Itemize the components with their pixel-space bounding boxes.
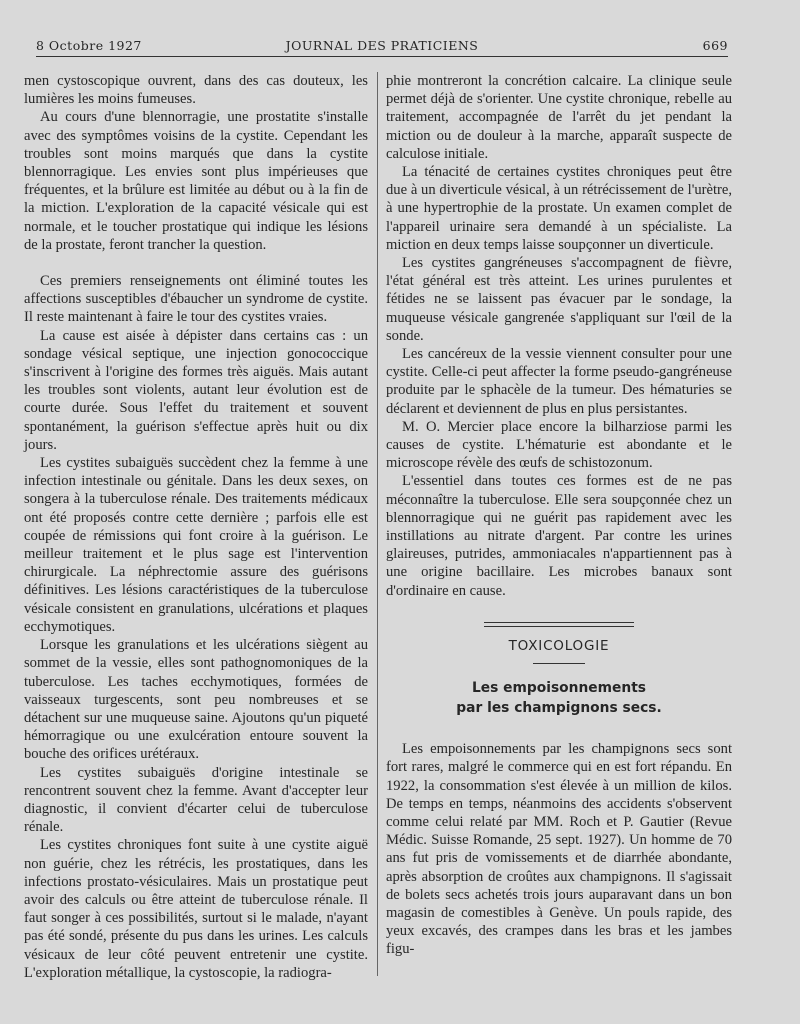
header-journal-title: JOURNAL DES PRATICIENS [285,38,479,53]
paragraph: L'essentiel dans toutes ces formes est de ne pas méconnaître la tuberculose. Elle sera soupçonnée chez un blennorragique qui ne guérit pas rapidement avec les instillations au nitrate d'argent. Par contre les urines glaireuses, putrides, ammoniacales n'appartiennent pas à une origine bacillaire. Les microbes banaux sont d'ordinaire en cause. [386,473,732,599]
header-page-number: 669 [702,38,728,53]
paragraph: Les empoisonnements par les champignons secs sont fort rares, malgré le commerce qui en est fort répandu. En 1922, la consommation s'est élevée à un million de kilos. De temps en temps, néanmoins des accidents s'observent comme celui relaté par MM. Roch et P. Gautier (Revue Médic. Suisse Romande, 25 sept. 1927). Un homme de 70 ans fut pris de vomissements et de diarrhée abondante, après absorption de croûtes aux champignons. Il s'agissait de bolets secs achetés trois jours auparavant dans un bon magasin de comestibles à Genève. Un pouls rapide, des yeux excavés, des crampes dans les bras et les jambes figu- [386,741,732,958]
article-title-line-2: par les champignons secs. [456,700,662,717]
paragraph: Lorsque les granulations et les ulcérations siègent au sommet de la vessie, elles sont pathognomoniques de la tuberculose. Les taches ecchymotiques, formées de vaisseaux turgescents, sont peu nombreuses et se détachent sur une muqueuse saine. Ajoutons qu'un piqueté hémorragique ou une exulcération entoure souvent la bouche des orifices urétéraux. [24,637,368,763]
paragraph: La cause est aisée à dépister dans certains cas : un sondage vésical septique, une injection gonococcique s'inscrivent à l'origine des formes très aiguës. Mais autant les troubles sont violents, autant leur évolution est de courte durée. Sous l'effet du traitement et souvent spontanément, la guérison s'effectue après huit ou dix jours. [24,327,368,453]
paragraph: Ces premiers renseignements ont éliminé toutes les affections susceptibles d'ébaucher un syndrome de cystite. Il reste maintenant à faire le tour des cystites vraies. [24,273,368,326]
paragraph: La ténacité de certaines cystites chroniques peut être due à un diverticule vésical, à un rétrécissement de l'urètre, à une hypertrophie de la prostate. Un examen complet de l'appareil urinaire sera demandé à un spécialiste. La miction en deux temps laisse soupçonner un diverticule. [386,164,732,253]
toxicologie-section [386,622,732,718]
paragraph: phie montreront la concrétion calcaire. La clinique seule permet déjà de s'orienter. Une cystite chronique, rebelle au traitement, accompagnée de l'arrêt du jet pendant la miction ou de douleur à la marche, apparaît suspecte de calculose initiale. [386,73,732,162]
right-column [386,72,732,959]
paragraph: Les cystites chroniques font suite à une cystite aiguë non guérie, chez les rétrécis, les prostatiques, dans les infections prostato-vésiculaires. Mais un prostatique peut avoir des calculs ou être atteint de tuberculose rénale. Il faut songer à ces possibilités, surtout si le malade, n'ayant pas été sondé, présente du pus dans les urines. Les calculs vésicaux de leur côté peuvent entretenir une cystite. L'exploration métallique, la cystoscopie, la radiogra- [24,837,368,981]
paragraph: Les cystites subaiguës succèdent chez la femme à une infection intestinale ou génitale. Dans les deux sexes, on songera à la tuberculose rénale. Des traitements médicaux ont été proposés contre cette dernière ; parfois elle est coupée de rémissions qui font croire à la guérison. Le meilleur traitement et le plus sage est l'intervention chirurgicale. La néphrectomie assure des guérisons définitives. Les lésions caractéristiques de la tuberculose vésicale consistent en granulations, ulcérations et plaques ecchymotiques. [24,455,368,635]
paragraph: Les cystites gangréneuses s'accompagnent de fièvre, l'état général est très atteint. Les urines purulentes et fétides ne se laissent pas évacuer par le sondage, la muqueuse vésicale gangrenée s'appliquant sur l'œil de la sonde. [386,255,732,344]
paragraph: Au cours d'une blennorragie, une prostatite s'installe avec des symptômes voisins de la cystite. Cependant les troubles sont moins marqués que dans la cystite blennorragique. Les envies sont plus impérieuses que fréquentes, et la brûlure est limitée au début ou à la fin de la miction. L'exploration de la capacité vésicale qui est normale, et le toucher prostatique qui indique les lésions de la prostate, feront trancher la question. [24,109,368,253]
column-divider [377,72,378,976]
left-column [24,72,368,982]
article-title [386,678,732,718]
paragraph: Les cancéreux de la vessie viennent consulter pour une cystite. Celle-ci peut affecter la forme pseudo-gangréneuse produite par le sphacèle de la tumeur. Des hématuries se déclarent et deviennent de plus en plus persistantes. [386,346,732,417]
paragraph: Les cystites subaiguës d'origine intestinale se rencontrent souvent chez la femme. Avant d'accepter leur diagnostic, il convient d'écarter celui de tuberculose rénale. [24,764,368,836]
section-short-rule [533,663,585,664]
header-date: 8 Octobre 1927 [36,38,142,53]
paragraph: men cystoscopique ouvrent, dans des cas douteux, les lumières les moins fumeuses. [24,73,368,108]
section-double-rule [484,622,634,627]
running-header [36,36,728,57]
article-title-line-1: Les empoisonnements [471,680,647,697]
paragraph: M. O. Mercier place encore la bilharziose parmi les causes de cystite. L'hématurie est abondante et le microscope révèle des œufs de schistozonum. [386,418,732,472]
section-title: TOXICOLOGIE [508,637,610,654]
